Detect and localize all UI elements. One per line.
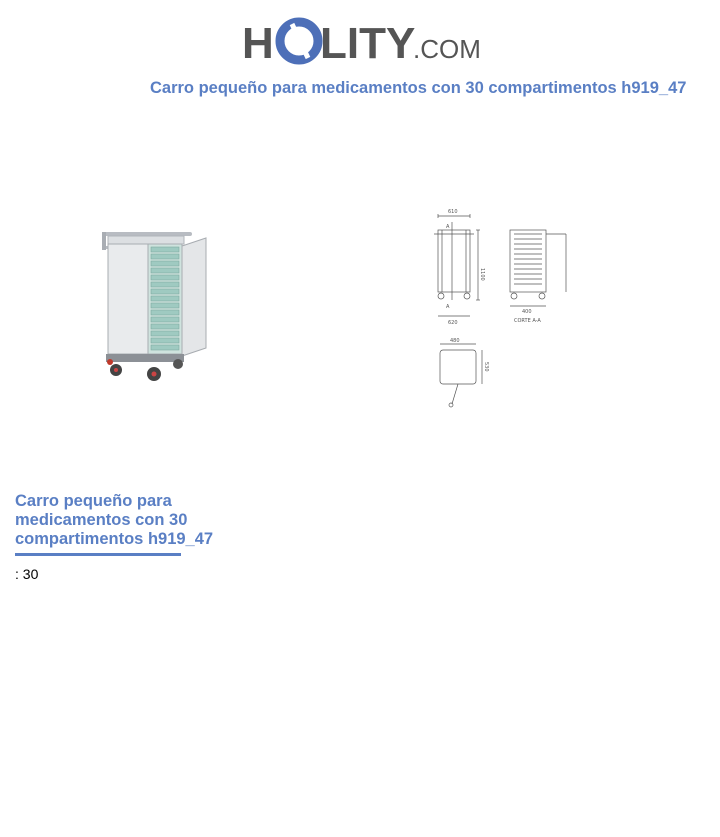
product-photo: [96, 224, 220, 386]
dim-plan-w: 480: [450, 338, 460, 344]
section-label: CORTE A-A: [514, 318, 541, 324]
dim-width-top: 610: [448, 209, 458, 215]
dim-height: 1100: [479, 268, 485, 281]
drawer-stack: [151, 247, 179, 350]
dim-plan-h: 530: [483, 362, 489, 372]
technical-drawing: [428, 204, 578, 410]
holity-logo[interactable]: [242, 10, 482, 68]
svg-text:H: H: [242, 19, 274, 68]
section-title: Carro pequeño para medicamentos con 30 compartimentos h919_47: [15, 492, 214, 548]
dim-bottom: 620: [448, 320, 458, 326]
svg-text:.COM: .COM: [413, 34, 481, 64]
spec-line: : 30: [15, 566, 39, 582]
svg-text:A: A: [446, 224, 450, 230]
svg-text:LITY: LITY: [320, 19, 416, 68]
svg-text:A: A: [446, 304, 450, 310]
dim-side: 400: [522, 309, 532, 315]
logo-o-mark: [280, 22, 318, 60]
page-title: Carro pequeño para medicamentos con 30 compartimentos h919_47: [150, 79, 687, 97]
section-divider: [15, 553, 181, 556]
